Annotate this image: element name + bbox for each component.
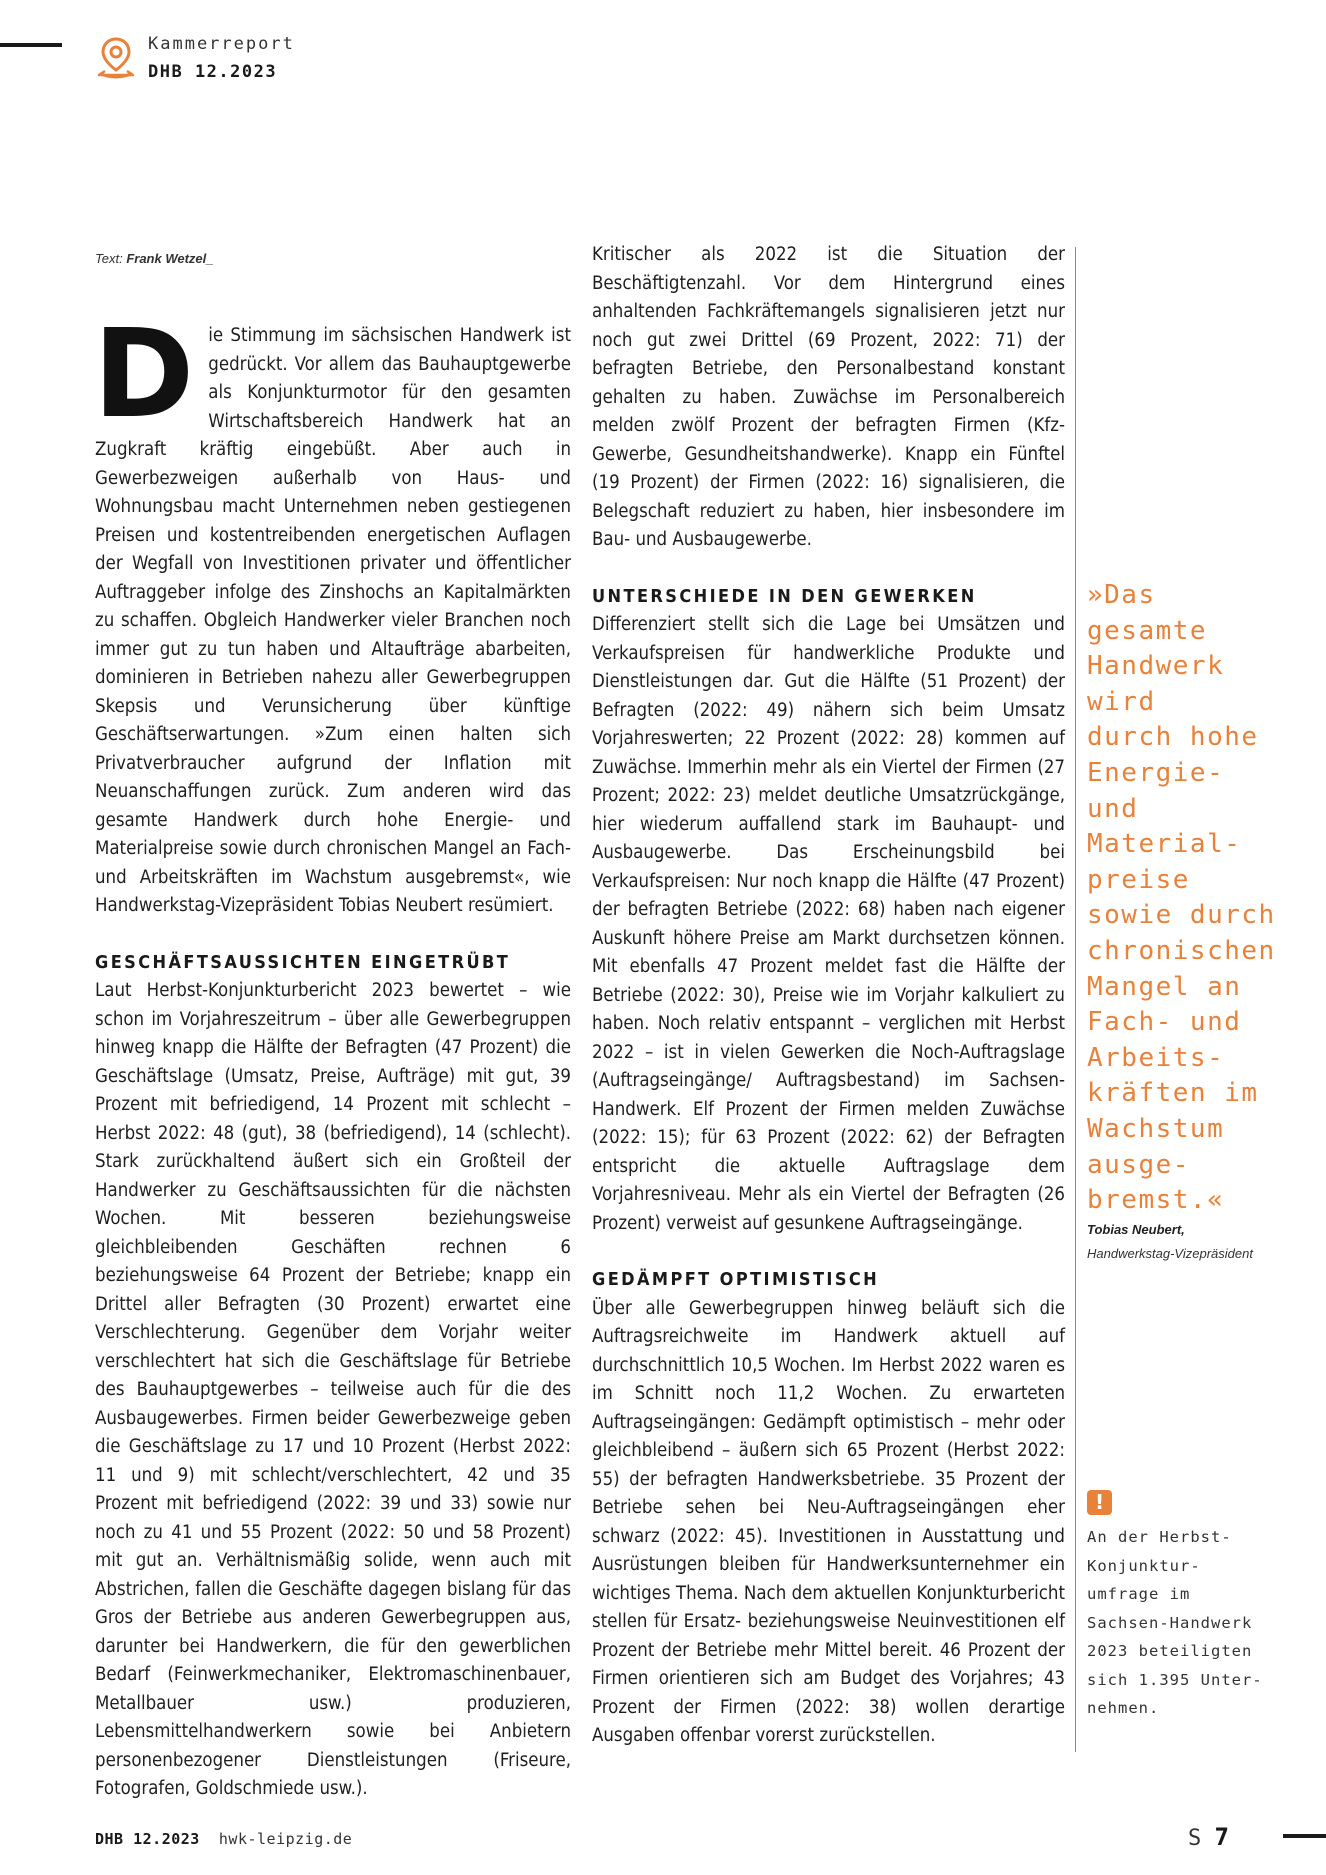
info-box-text: An der Herbst- Konjunktur- umfrage im Sachsen-Handwerk 2023 beteiligten sich 1.395 Unter- nehmen. — [1087, 1528, 1263, 1717]
pull-quote: »Das gesamte Handwerk wird durch hohe Energie- und Material- preise sowie durch chronischen Mangel an Fach- und Arbeits- kräften im Wachstum ausge- bremst.« — [1087, 580, 1276, 1216]
issue-label: DHB 12.2023 — [148, 62, 278, 82]
byline-author: Frank Wetzel_ — [126, 251, 214, 266]
section-1-paragraph: Laut Herbst-Konjunkturbericht 2023 bewertet – wie schon im Vorjahreszeitrum – über alle Gewerbegruppen hinweg knapp die Hälfte der Befragten (47 Prozent) die Geschäftslage (Umsatz, Preise, Aufträge) mit gut, 39 Prozent mit befriedigend, 14 Prozent mit schlecht – Herbst 2022: 48 (gut), 38 (befriedigend), 14 (schlecht). Stark zurückhaltend äußert sich ein Großteil der Handwerker zu Geschäftsaussichten für die nächsten Wochen. Mit besseren beziehungsweise gleichbleibenden Geschäften rechnen 6 beziehungsweise 64 Prozent der Betriebe; knapp ein Drittel aller Befragten (30 Prozent) erwartet eine Verschlechterung. Gegenüber dem Vorjahr weiter verschlechtert hat sich die Geschäftslage für Betriebe des Bauhauptgewerbes – teilweise auch für die des Ausbaugewerbes. Firmen beider Gewerbezweige geben die Geschäftslage zu 17 und 10 Prozent (Herbst 2022: 11 und 9) mit schlecht/verschlechtert, 42 und 35 Prozent mit befriedigend (2022: 39 und 33) sowie nur noch zu 41 und 55 Prozent (2022: 50 und 58 Prozent) mit gut an. Verhältnismäßig solide, wenn auch mit Abstrichen, fallen die Geschäfte dagegen bislang für das Gros der Betriebe aus anderen Gewerbegruppen aus, darunter bei Handwerkern, die für den gewerblichen Bedarf (Feinwerkmechaniker, Elektromaschinenbauer, Metallbauer usw.) produzieren, Lebensmittelhandwerkern sowie bei Anbietern personenbezogener Dienstleistungen (Friseure, Fotografen, Goldschmiede usw.). — [95, 980, 571, 1799]
article-column-2 — [592, 241, 1065, 1751]
section-heading-3: GEDÄMPFT OPTIMISTISCH — [592, 1269, 880, 1290]
intro-text: ie Stimmung im sächsischen Handwerk ist gedrückt. Vor allem das Bauhauptgewerbe als Konjunkturmotor für den gesamten Wirtschaftsbereich Handwerk hat an Zugkraft kräftig eingebüßt. Aber auch in Gewerbezweigen außerhalb von Haus- und Wohnungsbau macht Unternehmen neben gestiegenen Preisen und kostentreibenden energetischen Auflagen der Wegfall von Investitionen privater und öffentlicher Auftraggeber infolge des Zinshochs an Kapitalmärkten zu schaffen. Obgleich Handwerker vieler Branchen noch immer gut zu tun haben und Altaufträge abarbeiten, dominieren in Betrieben nahezu aller Gewerbegruppen Skepsis und Verunsicherung über künftige Geschäftserwartungen. »Zum einen halten sich Privatverbraucher aufgrund der Inflation mit Neuanschaffungen zurück. Zum anderen wird das gesamte Handwerk durch hohe Energie- und Materialpreise sowie durch chronischen Mangel an Fach- und Arbeitskräften im Wachstum ausgebremst«, wie Handwerkstag-Vizepräsident Tobias Neubert resümiert. — [95, 325, 571, 916]
pull-quote-role: Handwerkstag-Vizepräsident — [1087, 1246, 1253, 1261]
intro-paragraph — [93, 303, 571, 921]
section-3-paragraph: Über alle Gewerbegruppen hinweg beläuft sich die Auftragsreichweite im Handwerk aktuell auf durchschnittlich 10,5 Wochen. Im Herbst 2022 waren es im Schnitt noch 11,2 Wochen. Zu erwarteten Auftragseingängen: Gedämpft optimistisch – mehr oder gleichbleibend – äußern sich 65 Prozent (Herbst 2022: 55) der befragten Handwerksbetriebe. 35 Prozent der Betriebe sehen bei Neu-Auftragseingängen eher schwarz (2022: 45). Investitionen in Ausstattung und Ausrüstungen bleiben für Handwerksunternehmer ein wichtiges Thema. Nach dem aktuellen Konjunkturbericht stellen für Ersatz- beziehungsweise Neuinvestitionen elf Prozent der Betriebe mehr Mittel bereit. 46 Prozent der Firmen orientieren sich am Budget des Vorjahres; 43 Prozent der Firmen (2022: 38) wollen derartige Ausgaben offenbar vorerst zurückstellen. — [592, 1297, 1065, 1746]
footer-website: hwk-leipzig.de — [218, 1830, 353, 1848]
byline — [95, 251, 214, 266]
dropcap: D — [93, 303, 195, 445]
header-rule — [0, 43, 62, 47]
exclamation-icon: ! — [1087, 1490, 1112, 1515]
section-heading-2: UNTERSCHIEDE IN DEN GEWERKEN — [592, 585, 977, 607]
sidebar-divider — [1075, 247, 1076, 1752]
page-number-value: 7 — [1214, 1823, 1229, 1851]
article-column-1 — [93, 303, 571, 1804]
page-number — [1188, 1823, 1229, 1851]
section-2-paragraph: Differenziert stellt sich die Lage bei Umsätzen und Verkaufspreisen für handwerkliche Produkte und Dienstleistungen dar. Gut die Hälfte (51 Prozent) der Befragten (2022: 49) nähern sich beim Umsatz Vorjahreswerten; 22 Prozent (2022: 28) kommen auf Zuwächse. Immerhin mehr als ein Viertel der Firmen (27 Prozent; 2022: 23) meldet deutliche Umsatzrückgänge, hier wiederum auffallend stark im Bauhaupt- und Ausbaugewerbe. Das Erscheinungsbild bei Verkaufspreisen: Nur noch knapp die Hälfte (47 Prozent) der befragten Betriebe (2022: 68) haben nach eigener Auskunft höhere Preise am Markt durchsetzen können. Mit ebenfalls 47 Prozent meldet fast die Hälfte der Betriebe (2022: 30), Preise wie im Vorjahr kalkuliert zu haben. Noch relativ entspannt – verglichen mit Herbst 2022 – ist in vielen Gewerken die Noch-Auftragslage (Auftragseingänge/ Auftragsbestand) im Sachsen-Handwerk. Elf Prozent der Firmen melden Zuwächse (2022: 15); für 63 Prozent (2022: 62) der Befragten entspricht die aktuelle Auftragslage dem Vorjahresniveau. Mehr als ein Viertel der Befragten (26 Prozent) verweist auf gesunkene Auftragseingänge. — [592, 614, 1065, 1234]
location-pin-icon — [96, 36, 136, 80]
employment-paragraph: Kritischer als 2022 ist die Situation der Beschäftigtenzahl. Vor dem Hintergrund eines anhaltenden Fachkräftemangels signalisieren jetzt nur noch gut zwei Drittel (69 Prozent, 2022: 71) der befragten Betriebe, den Personalbestand konstant gehalten zu haben. Zuwächse im Personalbereich melden zwölf Prozent der befragten Firmen (Kfz-Gewerbe, Gesundheitshandwerke). Knapp ein Fünftel (19 Prozent) der Firmen (2022: 16) signalisieren, die Belegschaft reduziert zu haben, hier insbesondere im Bau- und Ausbaugewerbe. — [592, 244, 1065, 550]
section-kicker: Kammerreport — [148, 34, 295, 54]
section-heading-1: GESCHÄFTSAUSSICHTEN EINGETRÜBT — [95, 951, 511, 973]
page-prefix: S — [1188, 1826, 1202, 1851]
footer-issue: DHB 12.2023 — [95, 1830, 200, 1848]
footer-left — [95, 1830, 352, 1848]
pull-quote-author: Tobias Neubert, — [1087, 1222, 1185, 1237]
byline-prefix: Text: — [95, 251, 127, 266]
footer-rule — [1283, 1834, 1326, 1838]
